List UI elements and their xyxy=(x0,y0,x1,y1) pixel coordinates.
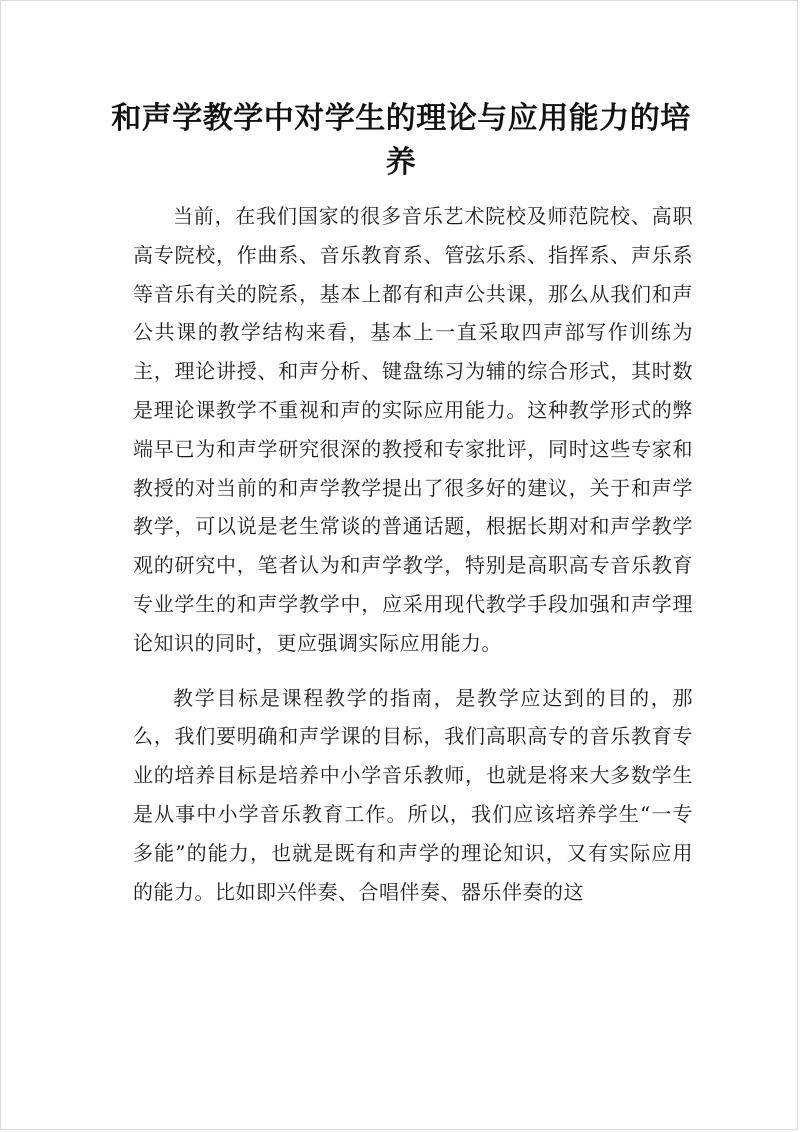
document-title: 和声学教学中对学生的理论与应用能力的培养 xyxy=(111,101,691,180)
paragraph-2: 教学目标是课程教学的指南，是教学应达到的目的，那么，我们要明确和声学课的目标，我们高职高专的音乐教育专业的培养目标是培养中小学音乐教师，也就是将来大多数学生是从事中小学音乐教育工作。所以，我们应该培养学生“一专多能”的能力，也就是既有和声学的理论知识，又有实际应用的能力。比如即兴伴奏、合唱伴奏、器乐伴奏的这 xyxy=(133,685,693,904)
document-body xyxy=(133,197,693,911)
paragraph-1: 当前，在我们国家的很多音乐艺术院校及师范院校、高职高专院校，作曲系、音乐教育系、管弦乐系、指挥系、声乐系等音乐有关的院系，基本上都有和声公共课，那么从我们和声公共课的教学结构来看，基本上一直采取四声部写作训练为主，理论讲授、和声分析、键盘练习为辅的综合形式，其时数是理论课教学不重视和声的实际应用能力。这种教学形式的弊端早已为和声学研究很深的教授和专家批评，同时这些专家和教授的对当前的和声学教学提出了很多好的建议，关于和声学教学，可以说是老生常谈的普通话题，根据长期对和声学教学观的研究中，笔者认为和声学教学，特别是高职高专音乐教育专业学生的和声学教学中，应采用现代教学手段加强和声学理论知识的同时，更应强调实际应用能力。 xyxy=(133,204,693,655)
